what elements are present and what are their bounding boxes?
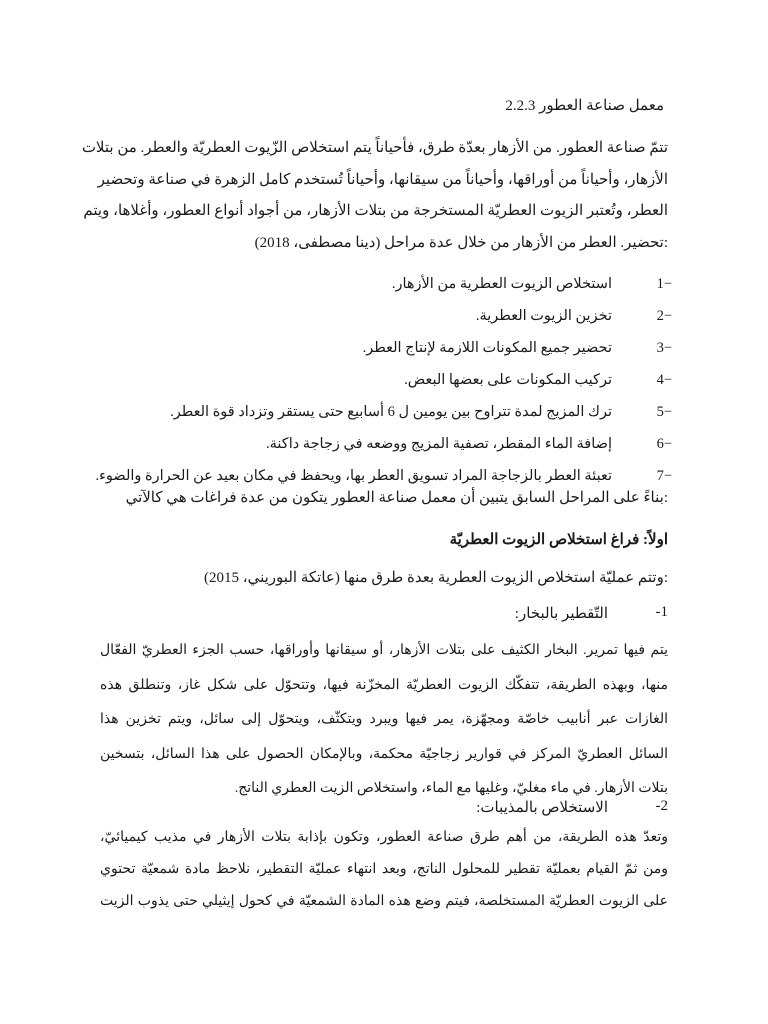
step-number: 4− bbox=[656, 372, 672, 388]
paragraph-line: بتلات الأزهار. في ماء مغليّ، وغليها مع الماء، واستخلاص الزيت العطري الناتج. bbox=[234, 781, 668, 796]
steps-list bbox=[92, 268, 672, 492]
step-text: تركيب المكونات على بعضها البعض. bbox=[404, 372, 612, 388]
paragraph-line: وتعدّ هذه الطريقة، من أهم طرق صناعة العطور، وتكون بإذابة بتلات الأزهار في مذيب كيميائيّ، bbox=[100, 830, 668, 845]
paragraph-line: منها، وبهذه الطريقة، تتفكّك الزيوت العطريّة المخزّنة فيها، وتتحوّل على شكل غاز، وتنطلق هذه bbox=[100, 677, 668, 693]
section-intro: :وتتم عمليّة استخلاص الزيوت العطرية بعدة طرق منها (عاتكة البوريني، 2015) bbox=[204, 570, 668, 586]
intro-line: الأزهار، وأحياناً من أوراقها، وأحياناً من سيقانها، وأحياناً تُستخدم كامل الزهرة في صناعة وتحضير bbox=[97, 171, 668, 188]
step-text: ترك المزيج لمدة تتراوح بين يومين ل 6 أسابيع حتى يستقر وتزداد قوة العطر. bbox=[170, 404, 612, 420]
list-item bbox=[92, 268, 672, 300]
list-item bbox=[92, 300, 672, 332]
intro-line: العطر، وتُعتبر الزيوت العطريّة المستخرجة من بتلات الأزهار، من أجواد أنواع العطور، وأغلاها، ويتم bbox=[83, 203, 668, 219]
method-title: الاستخلاص بالمذيبات: bbox=[476, 800, 608, 816]
step-number: 2− bbox=[656, 308, 672, 324]
method-title: التّقطير بالبخار: bbox=[514, 606, 608, 622]
step-text: تحضير جميع المكونات اللازمة لإنتاج العطر. bbox=[362, 340, 612, 356]
list-item bbox=[92, 396, 672, 428]
paragraph-line: ومن ثمّ القيام بعمليّة تقطير للمحلول الناتج، وبعد انتهاء عمليّة التقطير، نلاحظ مادة شمعيّة تحتوي bbox=[100, 862, 668, 877]
list-item bbox=[92, 364, 672, 396]
intro-paragraph bbox=[81, 133, 668, 259]
step-text: تخزين الزيوت العطرية. bbox=[475, 308, 612, 324]
step-number: 3− bbox=[656, 340, 672, 356]
step-text: تعبئة العطر بالزجاجة المراد تسويق العطر بها، ويحفظ في مكان بعيد عن الحرارة والضوء. bbox=[95, 468, 612, 484]
step-number: 6− bbox=[656, 436, 672, 452]
method-number: -1 bbox=[655, 604, 668, 620]
method-paragraph bbox=[100, 822, 668, 918]
step-text: استخلاص الزيوت العطرية من الأزهار. bbox=[391, 276, 612, 292]
step-number: 1− bbox=[656, 276, 672, 292]
paragraph-line: السائل العطريّ المركز في قوارير زجاجيّة محكمة، وبالإمكان الحصول على هذا السائل، بتسخين bbox=[100, 746, 668, 762]
step-number: 5− bbox=[656, 404, 672, 420]
step-number: 7− bbox=[656, 468, 672, 484]
paragraph-line: يتم فيها تمرير. البخار الكثيف على بتلات الأزهار، أو سيقانها وأوراقها، حسب الجزء العطريّ الفعّال bbox=[100, 643, 668, 658]
paragraph-line: الغازات عبر أنابيب خاصّة ومجهّزة، يمر فيها ويبرد ويتكثّف، ويتحوّل إلى سائل، ويتم تخزين هذا bbox=[100, 712, 668, 727]
method-paragraph bbox=[100, 634, 668, 807]
paragraph-line: على الزيوت العطريّة المستخلصة، فيتم وضع هذه المادة الشمعيّة في كحول إيثيلي حتى يذوب الزيت bbox=[100, 894, 668, 909]
section-heading: معمل صناعة العطور 2.2.3 bbox=[505, 98, 664, 114]
step-text: إضافة الماء المقطر، تصفية المزيج ووضعه في زجاجة داكنة. bbox=[266, 436, 612, 452]
intro-line: :تحضير. العطر من الأزهار من خلال عدة مراحل (دينا مصطفى، 2018) bbox=[254, 234, 668, 251]
list-item bbox=[92, 332, 672, 364]
conclusion-line: :بناءً على المراحل السابق يتبين أن معمل صناعة العطور يتكون من عدة فراغات هي كالآتي bbox=[125, 490, 668, 506]
intro-line: تتمّ صناعة العطور. من الأزهار بعدّة طرق، فأحياناً يتم استخلاص الزّيوت العطريّة والعطر. من بتلات bbox=[81, 140, 668, 156]
method-number: -2 bbox=[655, 798, 668, 814]
section-title: اولاً: فراغ استخلاص الزيوت العطريّة bbox=[449, 532, 668, 548]
list-item bbox=[92, 428, 672, 460]
